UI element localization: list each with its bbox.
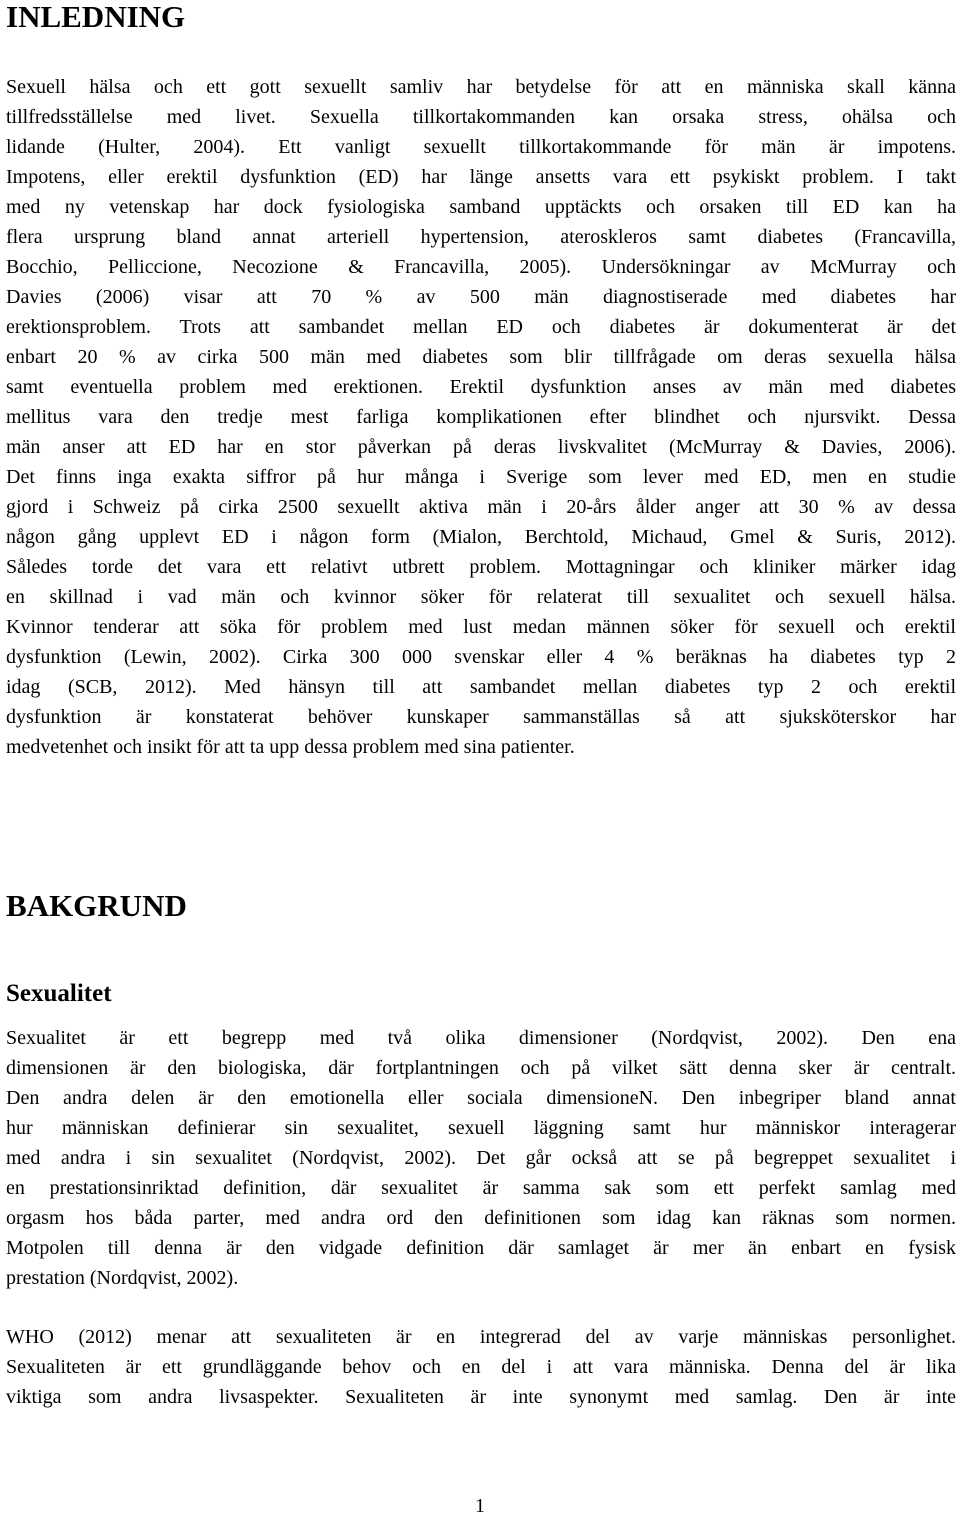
text-line: idag (SCB, 2012). Med hänsyn till att sambandet mellan diabetes typ 2 och erektil	[6, 676, 956, 698]
text-line: Således torde det vara ett relativt utbrett problem. Mottagningar och kliniker märker idag	[6, 556, 956, 578]
text-line: Kvinnor tenderar att söka för problem med lust medan männen söker för sexuell och erektil	[6, 616, 956, 638]
intro-paragraph	[6, 72, 956, 762]
text-line: Davies (2006) visar att 70 % av 500 män diagnostiserade med diabetes har	[6, 286, 956, 308]
heading-bakgrund: BAKGRUND	[6, 888, 187, 923]
sexualitet-paragraph-1	[6, 1023, 956, 1293]
text-line: någon gång upplevt ED i någon form (Mialon, Berchtold, Michaud, Gmel & Suris, 2012).	[6, 526, 956, 548]
text-line: flera ursprung bland annat arteriell hypertension, ateroskleros samt diabetes (Francavilla,	[6, 226, 956, 248]
text-line: WHO (2012) menar att sexualiteten är en integrerad del av varje människas personlighet.	[6, 1326, 956, 1348]
text-line: prestation (Nordqvist, 2002).	[6, 1267, 239, 1289]
text-line: Sexualitet är ett begrepp med två olika dimensioner (Nordqvist, 2002). Den ena	[6, 1027, 956, 1049]
text-line: enbart 20 % av cirka 500 män med diabetes som blir tillfrågade om deras sexuella hälsa	[6, 346, 956, 368]
text-line: med andra i sin sexualitet (Nordqvist, 2002). Det går också att se på begreppet sexualitet i	[6, 1147, 956, 1169]
text-line: en skillnad i vad män och kvinnor söker för relaterat till sexualitet och sexuell hälsa.	[6, 586, 956, 608]
text-line: män anser att ED har en stor påverkan på deras livskvalitet (McMurray & Davies, 2006).	[6, 436, 956, 458]
text-line: Den andra delen är den emotionella eller sociala dimensioneN. Den inbegriper bland annat	[6, 1087, 956, 1109]
text-line: hur människan definierar sin sexualitet, sexuell läggning samt hur människor interagerar	[6, 1117, 956, 1139]
text-line: Bocchio, Pelliccione, Necozione & Francavilla, 2005). Undersökningar av McMurray och	[6, 256, 956, 278]
text-line: dimensionen är den biologiska, där fortplantningen och på vilket sätt denna sker är centralt.	[6, 1057, 956, 1079]
heading-inledning: INLEDNING	[6, 0, 186, 34]
text-line: viktiga som andra livsaspekter. Sexualiteten är inte synonymt med samlag. Den är inte	[6, 1386, 956, 1408]
text-line: erektionsproblem. Trots att sambandet mellan ED och diabetes är dokumenterat är det	[6, 316, 956, 338]
text-line: mellitus vara den tredje mest farliga komplikationen efter blindhet och njursvikt. Dessa	[6, 406, 956, 428]
text-line: Sexualiteten är ett grundläggande behov och en del i att vara människa. Denna del är lika	[6, 1356, 956, 1378]
text-line: med ny vetenskap har dock fysiologiska samband upptäckts och orsaken till ED kan ha	[6, 196, 956, 218]
text-line: samt eventuella problem med erektionen. Erektil dysfunktion anses av män med diabetes	[6, 376, 956, 398]
text-line: orgasm hos båda parter, med andra ord den definitionen som idag kan räknas som normen.	[6, 1207, 956, 1229]
sexualitet-paragraph-2	[6, 1322, 956, 1412]
text-line: Sexuell hälsa och ett gott sexuellt samliv har betydelse för att en människa skall känna	[6, 76, 956, 98]
text-line: gjord i Schweiz på cirka 2500 sexuellt aktiva män i 20-års ålder anger att 30 % av dessa	[6, 496, 956, 518]
text-line: Motpolen till denna är den vidgade definition där samlaget är mer än enbart en fysisk	[6, 1237, 956, 1259]
text-line: medvetenhet och insikt för att ta upp dessa problem med sina patienter.	[6, 736, 575, 758]
subheading-sexualitet: Sexualitet	[6, 980, 112, 1007]
text-line: lidande (Hulter, 2004). Ett vanligt sexuellt tillkortakommande för män är impotens.	[6, 136, 956, 158]
text-line: en prestationsinriktad definition, där sexualitet är samma sak som ett perfekt samlag med	[6, 1177, 956, 1199]
text-line: Impotens, eller erektil dysfunktion (ED) har länge ansetts vara ett psykiskt problem. I takt	[6, 166, 956, 188]
text-line: dysfunktion är konstaterat behöver kunskaper sammanställas så att sjuksköterskor har	[6, 706, 956, 728]
text-line: Det finns inga exakta siffror på hur många i Sverige som lever med ED, men en studie	[6, 466, 956, 488]
text-line: tillfredsställelse med livet. Sexuella tillkortakommanden kan orsaka stress, ohälsa och	[6, 106, 956, 128]
page-number: 1	[475, 1495, 485, 1517]
text-line: dysfunktion (Lewin, 2002). Cirka 300 000 svenskar eller 4 % beräknas ha diabetes typ 2	[6, 646, 956, 668]
